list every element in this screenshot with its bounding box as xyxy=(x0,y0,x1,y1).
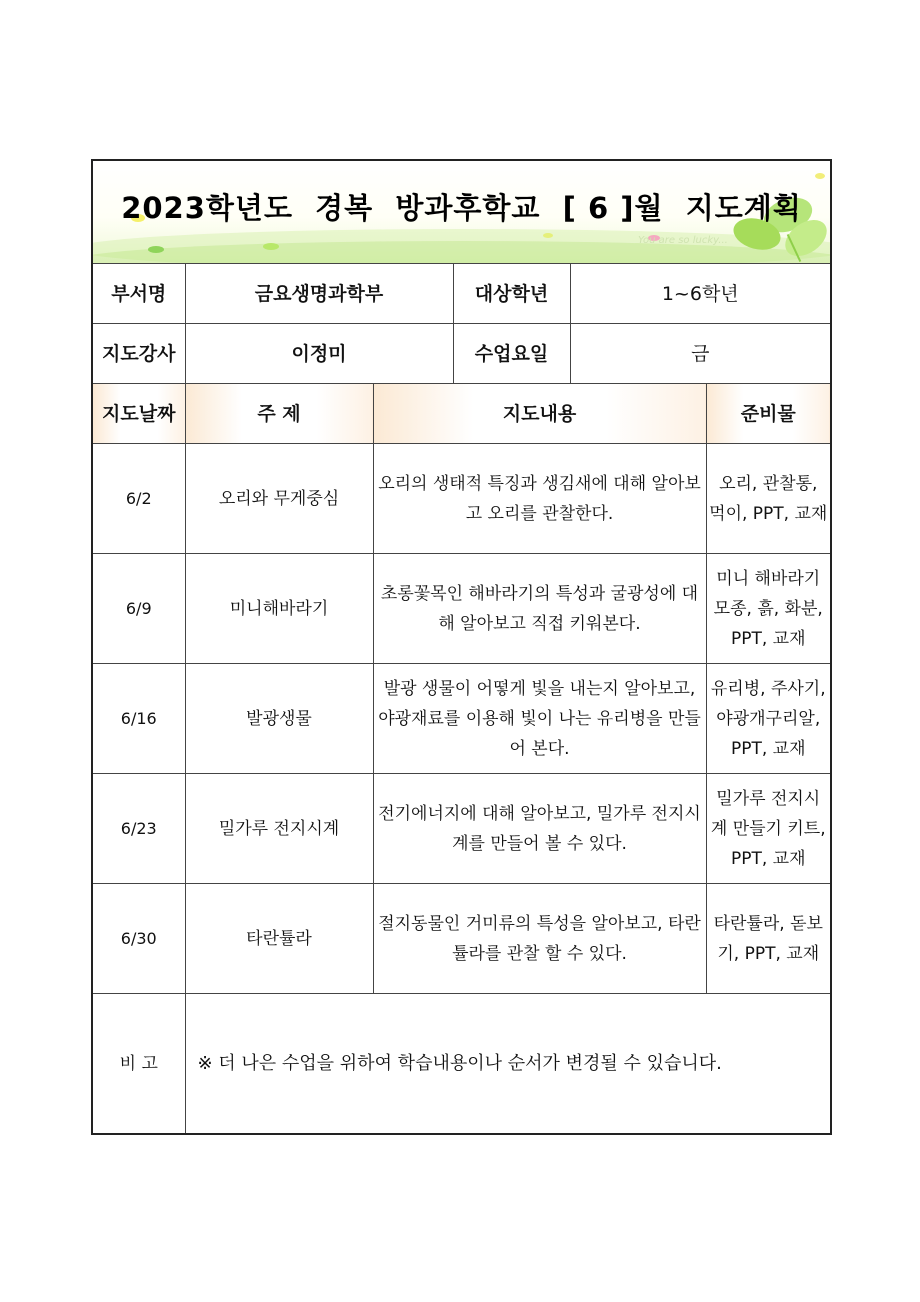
table-row xyxy=(93,664,830,774)
day-label: 수업요일 xyxy=(453,324,570,384)
row-materials: 밀가루 전지시계 만들기 키트, PPT, 교재 xyxy=(706,774,830,884)
header-date: 지도날짜 xyxy=(93,384,185,444)
header-content: 지도내용 xyxy=(373,384,706,444)
row-content: 절지동물인 거미류의 특성을 알아보고, 타란튤라를 관찰 할 수 있다. xyxy=(373,884,706,994)
grade-value: 1~6학년 xyxy=(570,264,830,324)
banner-dot xyxy=(263,243,279,250)
instructor-label: 지도강사 xyxy=(93,324,185,384)
department-value: 금요생명과학부 xyxy=(185,264,453,324)
row-topic: 타란튤라 xyxy=(185,884,373,994)
day-value: 금 xyxy=(570,324,830,384)
schedule-table xyxy=(93,383,830,993)
title-banner xyxy=(93,161,830,264)
row-date: 6/30 xyxy=(93,884,185,994)
instructor-value: 이정미 xyxy=(185,324,453,384)
grade-label: 대상학년 xyxy=(453,264,570,324)
banner-dot xyxy=(815,173,825,179)
plan-document xyxy=(91,159,832,1135)
table-row xyxy=(93,774,830,884)
row-content: 오리의 생태적 특징과 생김새에 대해 알아보고 오리를 관찰한다. xyxy=(373,444,706,554)
info-row-instructor xyxy=(93,324,830,384)
table-row xyxy=(93,554,830,664)
document-title: 2023학년도 경복 방과후학교 [ 6 ]월 지도계획 xyxy=(121,191,802,225)
row-topic: 미니해바라기 xyxy=(185,554,373,664)
row-content: 초롱꽃목인 해바라기의 특성과 굴광성에 대해 알아보고 직접 키워본다. xyxy=(373,554,706,664)
schedule-header-row xyxy=(93,384,830,444)
department-label: 부서명 xyxy=(93,264,185,324)
remark-text: ※ 더 나은 수업을 위하여 학습내용이나 순서가 변경될 수 있습니다. xyxy=(185,994,830,1134)
remark-table xyxy=(93,993,830,1133)
remark-label: 비 고 xyxy=(93,994,185,1134)
info-row-department xyxy=(93,264,830,324)
row-content: 전기에너지에 대해 알아보고, 밀가루 전지시계를 만들어 볼 수 있다. xyxy=(373,774,706,884)
banner-caption: You are so lucky... xyxy=(638,235,728,246)
info-table xyxy=(93,264,830,383)
banner-dot xyxy=(148,246,164,253)
row-materials: 유리병, 주사기, 야광개구리알, PPT, 교재 xyxy=(706,664,830,774)
row-date: 6/16 xyxy=(93,664,185,774)
row-topic: 밀가루 전지시계 xyxy=(185,774,373,884)
header-materials: 준비물 xyxy=(706,384,830,444)
table-row xyxy=(93,884,830,994)
row-materials: 타란튤라, 돋보기, PPT, 교재 xyxy=(706,884,830,994)
row-topic: 오리와 무게중심 xyxy=(185,444,373,554)
row-topic: 발광생물 xyxy=(185,664,373,774)
row-date: 6/23 xyxy=(93,774,185,884)
table-row xyxy=(93,444,830,554)
row-date: 6/9 xyxy=(93,554,185,664)
banner-dot xyxy=(543,233,553,238)
header-topic: 주 제 xyxy=(185,384,373,444)
row-materials: 미니 해바라기모종, 흙, 화분, PPT, 교재 xyxy=(706,554,830,664)
row-date: 6/2 xyxy=(93,444,185,554)
row-materials: 오리, 관찰통, 먹이, PPT, 교재 xyxy=(706,444,830,554)
row-content: 발광 생물이 어떻게 빛을 내는지 알아보고, 야광재료를 이용해 빛이 나는 유리병을 만들어 본다. xyxy=(373,664,706,774)
remark-row xyxy=(93,994,830,1134)
